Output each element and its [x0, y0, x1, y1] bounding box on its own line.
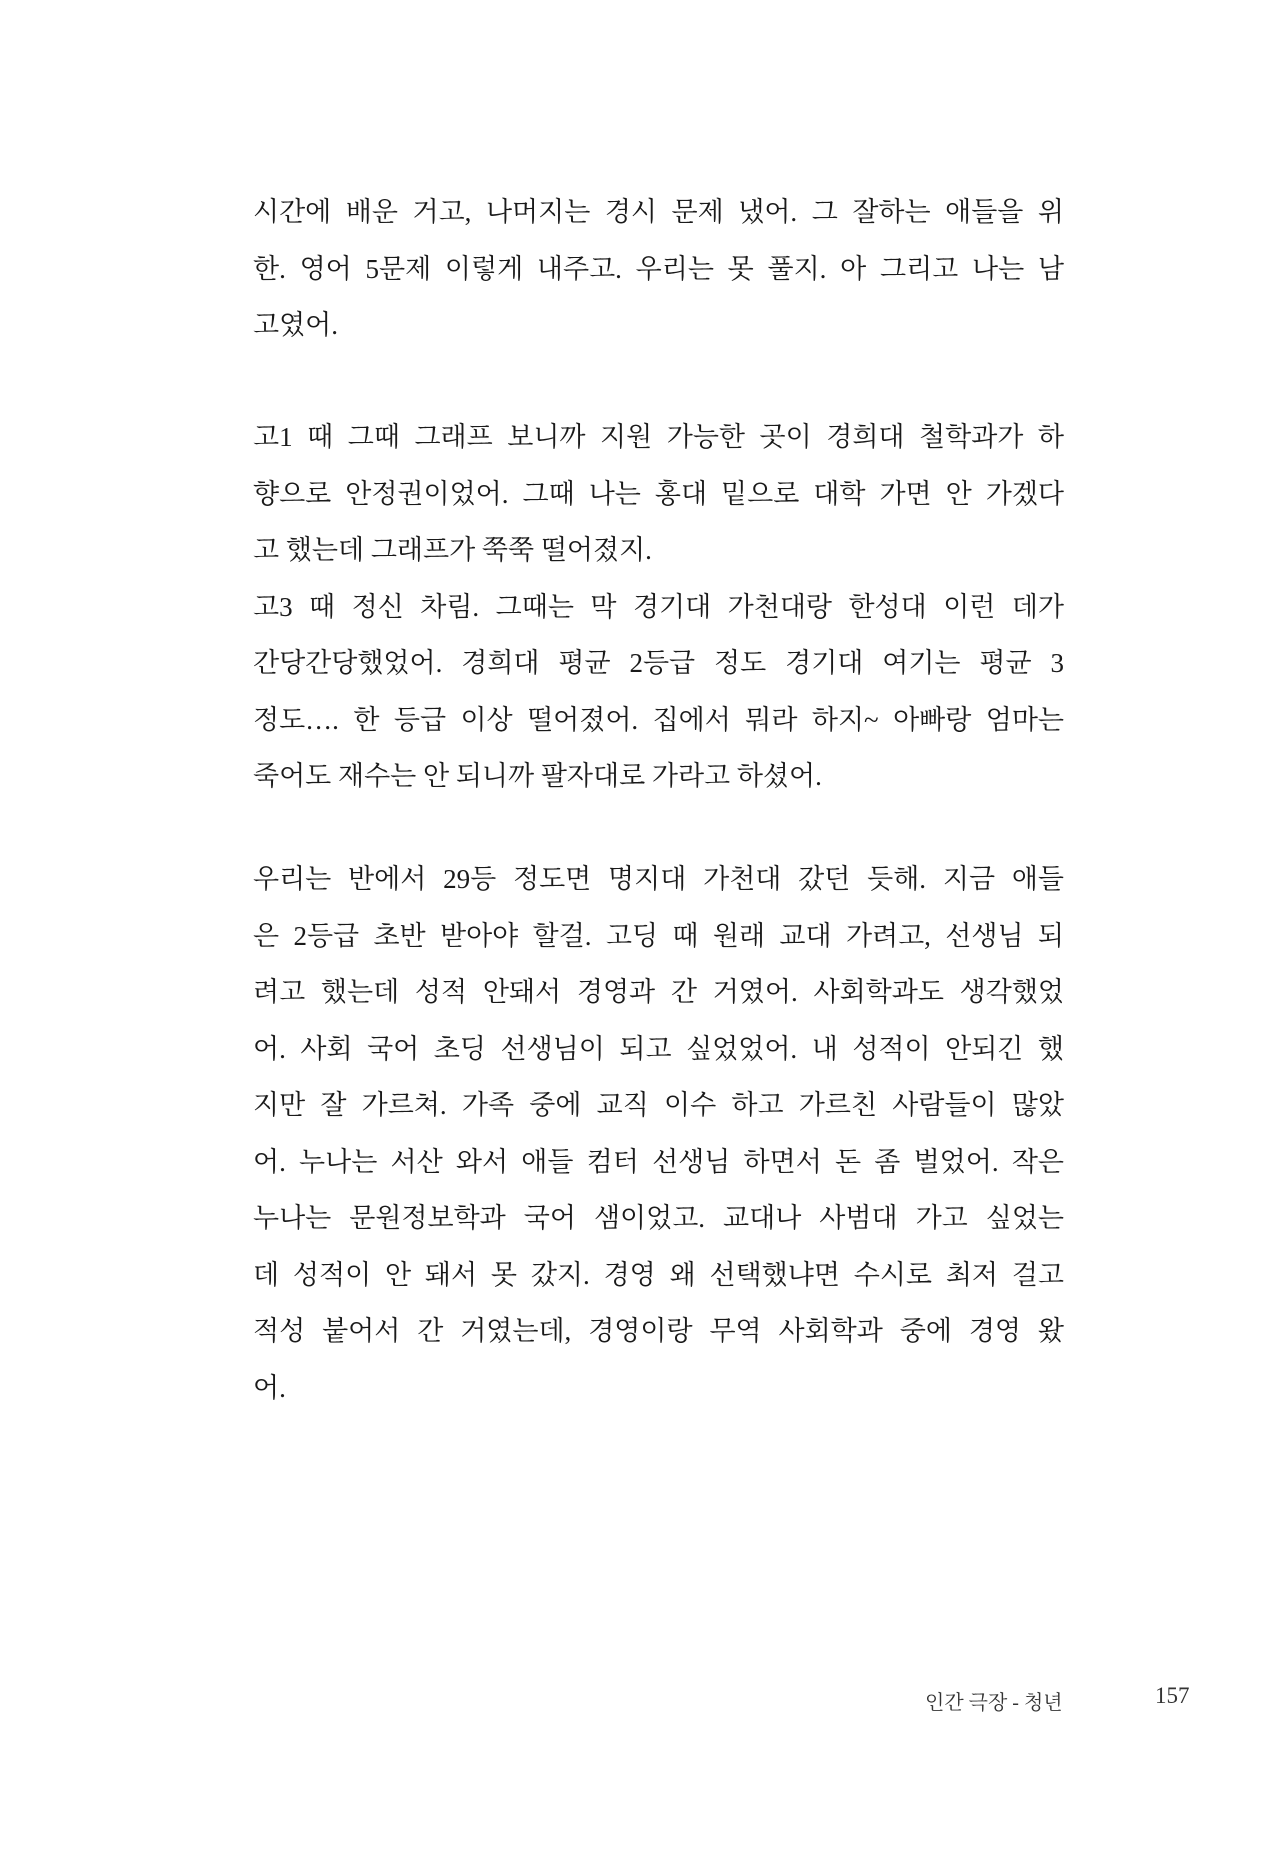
text-line: 시간에 배운 거고, 나머지는 경시 문제 냈어. 그 잘하는 애들을 위 — [253, 197, 1064, 227]
text-line: 은 2등급 초반 받아야 할걸. 고딩 때 원래 교대 가려고, 선생님 되 — [253, 920, 1064, 951]
running-footer-title: 인간 극장 - 청년 — [925, 1692, 1063, 1714]
text-line: 정도…. 한 등급 이상 떨어졌어. 집에서 뭐라 하지~ 아빠랑 엄마는 — [253, 704, 1064, 735]
paragraph-2 — [253, 409, 1064, 805]
paragraph-3 — [253, 851, 1064, 1416]
text-line: 죽어도 재수는 안 되니까 팔자대로 가라고 하셨어. — [253, 761, 822, 791]
text-line: 려고 했는데 성적 안돼서 경영과 간 거였어. 사회학과도 생각했었 — [253, 977, 1064, 1007]
paragraph-1 — [253, 184, 1064, 354]
text-line: 간당간당했었어. 경희대 평균 2등급 정도 경기대 여기는 평균 3 — [253, 648, 1064, 678]
text-line: 누나는 문원정보학과 국어 샘이었고. 교대나 사범대 가고 싶었는 — [253, 1203, 1064, 1233]
text-line: 한. 영어 5문제 이렇게 내주고. 우리는 못 풀지. 아 그리고 나는 남 — [253, 253, 1064, 284]
text-line: 향으로 안정권이었어. 그때 나는 홍대 밑으로 대학 가면 안 가겠다 — [253, 478, 1064, 509]
text-line: 고 했는데 그래프가 쭉쭉 떨어졌지. — [253, 535, 652, 565]
text-line: 어. 누나는 서산 와서 애들 컴터 선생님 하면서 돈 좀 벌었어. 작은 — [253, 1146, 1064, 1177]
text-line: 지만 잘 가르쳐. 가족 중에 교직 이수 하고 가르친 사람들이 많았 — [253, 1090, 1064, 1120]
text-line: 우리는 반에서 29등 정도면 명지대 가천대 갔던 듯해. 지금 애들 — [253, 864, 1064, 894]
page-number: 157 — [1155, 1683, 1190, 1708]
text-line: 어. 사회 국어 초딩 선생님이 되고 싶었었어. 내 성적이 안되긴 했 — [253, 1033, 1064, 1064]
text-line: 고3 때 정신 차림. 그때는 막 경기대 가천대랑 한성대 이런 데가 — [253, 591, 1064, 622]
text-line: 적성 붙어서 간 거였는데, 경영이랑 무역 사회학과 중에 경영 왔 — [253, 1316, 1064, 1346]
text-line: 어. — [253, 1372, 286, 1403]
text-line: 고1 때 그때 그래프 보니까 지원 가능한 곳이 경희대 철학과가 하 — [253, 422, 1064, 452]
text-line: 데 성적이 안 돼서 못 갔지. 경영 왜 선택했냐면 수시로 최저 걸고 — [253, 1259, 1064, 1290]
text-line: 고였어. — [253, 310, 338, 340]
